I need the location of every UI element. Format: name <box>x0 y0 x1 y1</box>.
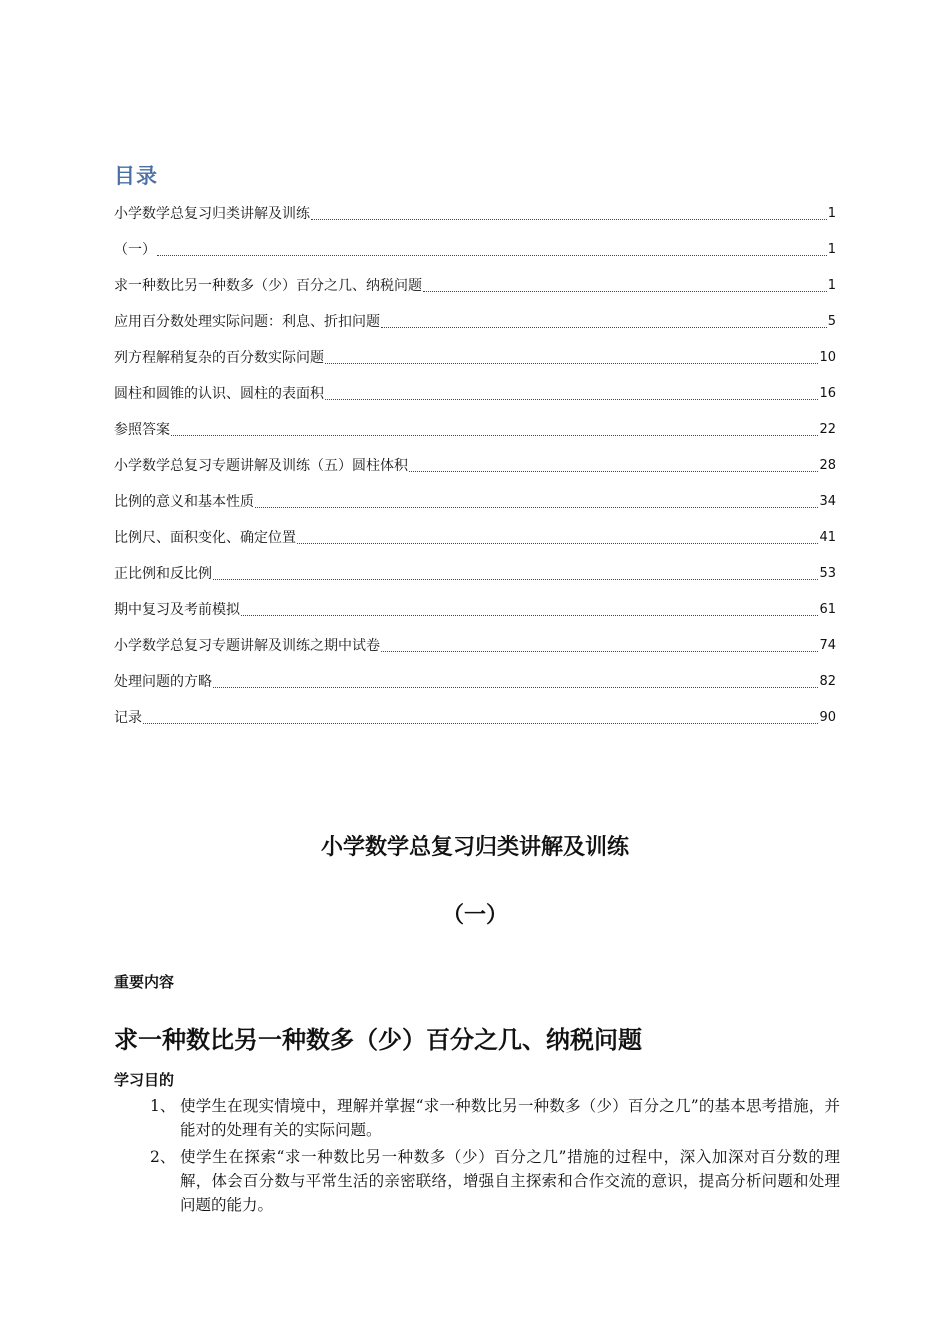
toc-entry[interactable] <box>114 694 836 730</box>
toc-entry[interactable] <box>114 622 836 658</box>
toc-entry[interactable] <box>114 442 836 478</box>
toc-title: 目录 <box>114 164 158 188</box>
toc-entry-label: 列方程解稍复杂的百分数实际问题 <box>114 350 324 366</box>
toc-entry-label: 应用百分数处理实际问题：利息、折扣问题 <box>114 314 380 330</box>
toc-leader-dots <box>325 363 818 364</box>
sub-title: （一） <box>441 903 508 928</box>
toc-entry-label: 小学数学总复习专题讲解及训练之期中试卷 <box>114 638 380 654</box>
toc-entry[interactable] <box>114 370 836 406</box>
toc-entry[interactable] <box>114 478 836 514</box>
toc-entry-label: 小学数学总复习归类讲解及训练 <box>114 206 310 222</box>
toc-entry-page: 61 <box>819 602 836 617</box>
toc-leader-dots <box>297 543 818 544</box>
toc-entry-label: 小学数学总复习专题讲解及训练（五）圆柱体积 <box>114 458 408 474</box>
toc-entry-page: 16 <box>819 386 836 401</box>
toc-entry-page: 74 <box>819 638 836 653</box>
list-item-number: 1、 <box>150 1097 176 1115</box>
toc-entry-label: 圆柱和圆锥的认识、圆柱的表面积 <box>114 386 324 402</box>
toc-entry-label: 正比例和反比例 <box>114 566 212 582</box>
toc-entry[interactable] <box>114 406 836 442</box>
key-content-label: 重要内容 <box>114 973 175 991</box>
toc-leader-dots <box>171 435 818 436</box>
list-item <box>150 1094 840 1142</box>
toc-leader-dots <box>213 579 818 580</box>
toc-leader-dots <box>213 687 818 688</box>
toc-entry-page: 1 <box>827 242 836 257</box>
toc-entry-page: 34 <box>819 494 836 509</box>
toc-leader-dots <box>325 399 818 400</box>
toc-entry-page: 5 <box>827 314 836 329</box>
toc-entry-page: 82 <box>819 674 836 689</box>
toc-entry-label: 记录 <box>114 710 142 726</box>
toc-leader-dots <box>381 327 827 328</box>
toc-entry-page: 41 <box>819 530 836 545</box>
toc-entry-label: 比例的意义和基本性质 <box>114 494 254 510</box>
toc-entry-label: 比例尺、面积变化、确定位置 <box>114 530 296 546</box>
toc-leader-dots <box>423 291 827 292</box>
toc-entry-page: 53 <box>819 566 836 581</box>
toc-entry[interactable] <box>114 298 836 334</box>
section-heading: 求一种数比另一种数多（少）百分之几、纳税问题 <box>114 1026 642 1054</box>
toc-entry[interactable] <box>114 226 836 262</box>
toc-leader-dots <box>381 651 818 652</box>
learning-goals-label: 学习目的 <box>114 1071 175 1089</box>
toc-entry[interactable] <box>114 190 836 226</box>
list-item-text: 使学生在探索“求一种数比另一种数多（少）百分之几”措施的过程中，深入加深对百分数的理解，体会百分数与平常生活的亲密联络，增强自主探索和合作交流的意识，提高分析问题和处理问题的能力。 <box>180 1148 840 1214</box>
toc-entry[interactable] <box>114 586 836 622</box>
toc-leader-dots <box>157 255 827 256</box>
main-title: 小学数学总复习归类讲解及训练 <box>320 835 629 860</box>
toc-entry-label: 参照答案 <box>114 422 170 438</box>
toc-entry-label: 期中复习及考前模拟 <box>114 602 240 618</box>
table-of-contents <box>114 190 836 730</box>
list-item-text: 使学生在现实情境中，理解并掌握“求一种数比另一种数多（少）百分之几”的基本思考措施，并能对的处理有关的实际问题。 <box>180 1097 840 1139</box>
toc-entry-page: 28 <box>819 458 836 473</box>
toc-leader-dots <box>311 219 827 220</box>
toc-entry[interactable] <box>114 334 836 370</box>
toc-entry-page: 1 <box>827 278 836 293</box>
toc-leader-dots <box>241 615 818 616</box>
toc-entry-label: 处理问题的方略 <box>114 674 212 690</box>
toc-entry[interactable] <box>114 514 836 550</box>
toc-entry-page: 10 <box>819 350 836 365</box>
toc-entry[interactable] <box>114 262 836 298</box>
toc-entry[interactable] <box>114 550 836 586</box>
toc-entry-page: 90 <box>819 710 836 725</box>
list-item-number: 2、 <box>150 1148 176 1166</box>
toc-entry-label: （一） <box>114 242 156 258</box>
toc-leader-dots <box>409 471 818 472</box>
toc-entry[interactable] <box>114 658 836 694</box>
list-item <box>150 1145 840 1217</box>
learning-goals-list <box>150 1094 840 1220</box>
toc-leader-dots <box>143 723 818 724</box>
toc-entry-label: 求一种数比另一种数多（少）百分之几、纳税问题 <box>114 278 422 294</box>
toc-entry-page: 1 <box>827 206 836 221</box>
toc-leader-dots <box>255 507 818 508</box>
toc-entry-page: 22 <box>819 422 836 437</box>
